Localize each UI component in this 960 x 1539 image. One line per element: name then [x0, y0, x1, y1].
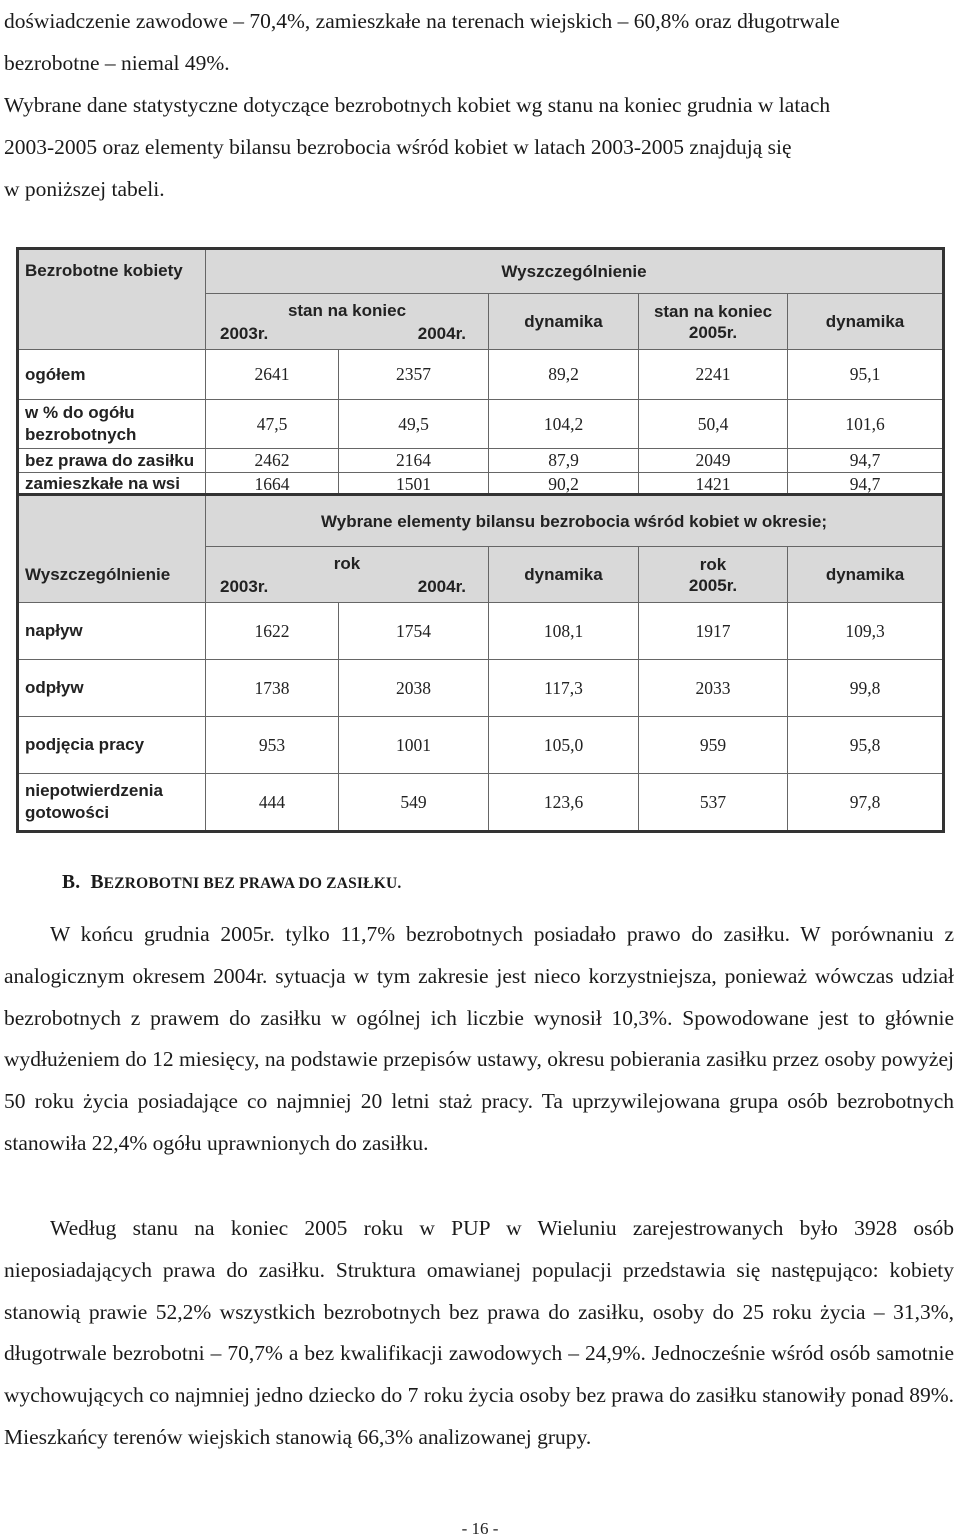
table-row [18, 603, 944, 660]
cell-2004: 2357 [339, 350, 489, 400]
header-rok-2005-line2: 2005r. [688, 575, 738, 595]
cell-2003: 953 [206, 717, 339, 774]
body-paragraph: Według stanu na koniec 2005 roku w PUP w Wieluniu zarejestrowanych było 3928 osób nieposiadających prawa do zasiłku. Struktura omawianej populacji przedstawia się następująco: kobiety stanowią prawie 52,2% wszystkich bezrobotnych bez prawa do zasiłku, osoby do 25 roku życia – 31,3%, długotrwale bezrobotni – 70,7% a bez kwalifikacji zawodowych – 24,9%. Jednocześnie wśród osób samotnie wychowujących co najmniej jedno dziecko do 7 roku życia osoby bez prawa do zasiłku stanowiły ponad 89%. Mieszkańcy terenów wiejskich stanowią 66,3% analizowanej grupy. [4, 1216, 954, 1449]
header-title: Wybrane elementy bilansu bezrobocia wśród kobiet w okresie; [206, 495, 944, 547]
cell-2003: 1664 [206, 473, 339, 497]
intro-line: bezrobotne – niemal 49%. [4, 51, 230, 75]
cell-dynamika: 105,0 [489, 717, 639, 774]
cell-2004: 1001 [339, 717, 489, 774]
header-stan-2005 [639, 294, 788, 350]
cell-dynamika: 94,7 [788, 473, 944, 497]
header-rok [206, 547, 489, 603]
unemployment-balance-table [16, 493, 945, 833]
header-year-2003: 2003r. [220, 323, 269, 343]
cell-2005: 2241 [639, 350, 788, 400]
cell-2003: 1738 [206, 660, 339, 717]
cell-dynamika: 101,6 [788, 400, 944, 449]
header-rok-label: rok [333, 553, 361, 573]
header-stan-na-koniec [206, 294, 489, 350]
header-year-2004: 2004r. [417, 576, 466, 596]
row-label: zamieszkałe na wsi [18, 473, 206, 497]
cell-2003: 1622 [206, 603, 339, 660]
cell-2005: 959 [639, 717, 788, 774]
cell-2005: 1421 [639, 473, 788, 497]
header-dynamika: dynamika [489, 547, 639, 603]
section-number: B. [62, 872, 81, 893]
table-row [18, 717, 944, 774]
table-row [18, 350, 944, 400]
row-label: odpływ [18, 660, 206, 717]
row-label: bez prawa do zasiłku [18, 449, 206, 473]
cell-2003: 444 [206, 774, 339, 832]
cell-dynamika: 95,8 [788, 717, 944, 774]
section-title-rest: EZROBOTNI BEZ PRAWA DO ZASIŁKU. [103, 875, 402, 892]
row-label: napływ [18, 603, 206, 660]
table-row [18, 449, 944, 473]
row-label: podjęcia pracy [18, 717, 206, 774]
unemployed-women-table [16, 247, 945, 498]
section-title-initial: B [90, 872, 104, 893]
header-group: Wyszczególnienie [206, 249, 944, 294]
intro-line: 2003-2005 oraz elementy bilansu bezrobocia wśród kobiet w latach 2003-2005 znajdują się [4, 135, 792, 159]
intro-line: doświadczenie zawodowe – 70,4%, zamieszkałe na terenach wiejskich – 60,8% oraz długotrwale [4, 9, 840, 33]
header-dynamika: dynamika [788, 294, 944, 350]
cell-2005: 50,4 [639, 400, 788, 449]
cell-2004: 1501 [339, 473, 489, 497]
cell-dynamika: 90,2 [489, 473, 639, 497]
intro-line: w poniższej tabeli. [4, 177, 165, 201]
intro-line: Wybrane dane statystyczne dotyczące bezrobotnych kobiet wg stanu na koniec grudnia w latach [4, 93, 831, 117]
table-row [18, 400, 944, 449]
table-row [18, 774, 944, 832]
cell-2004: 549 [339, 774, 489, 832]
header-row-label: Bezrobotne kobiety [18, 249, 206, 350]
cell-dynamika: 109,3 [788, 603, 944, 660]
body-paragraph: W końcu grudnia 2005r. tylko 11,7% bezrobotnych posiadało prawo do zasiłku. W porównaniu z analogicznym okresem 2004r. sytuacja w tym zakresie jest nieco korzystniejsza, ponieważ wówczas udział bezrobotnych z prawem do zasiłku w ogólnej ich liczbie wynosił 10,3%. Spowodowane jest to głównie wydłużeniem do 12 miesięcy, na podstawie przepisów ustawy, okresu pobierania zasiłku przez osoby powyżej 50 roku życia posiadające co najmniej 20 letni staż pracy. Ta uprzywilejowana grupa osób bezrobotnych stanowiła 22,4% ogółu uprawnionych do zasiłku. [4, 922, 954, 1155]
page-number: - 16 - [461, 1519, 499, 1538]
cell-2005: 2033 [639, 660, 788, 717]
cell-2005: 537 [639, 774, 788, 832]
cell-2005: 2049 [639, 449, 788, 473]
row-label: niepotwierdzenia gotowości [18, 774, 206, 832]
header-dynamika: dynamika [489, 294, 639, 350]
cell-dynamika: 117,3 [489, 660, 639, 717]
header-dynamika: dynamika [788, 547, 944, 603]
header-blank [18, 495, 206, 547]
cell-dynamika: 99,8 [788, 660, 944, 717]
cell-2004: 2164 [339, 449, 489, 473]
cell-2003: 2641 [206, 350, 339, 400]
header-rok-2005-line1: rok [699, 554, 727, 574]
cell-2005: 1917 [639, 603, 788, 660]
cell-2003: 2462 [206, 449, 339, 473]
cell-2004: 1754 [339, 603, 489, 660]
table-row [18, 660, 944, 717]
header-stan-2005-line2: 2005r. [688, 322, 738, 342]
cell-2003: 47,5 [206, 400, 339, 449]
cell-dynamika: 104,2 [489, 400, 639, 449]
cell-2004: 2038 [339, 660, 489, 717]
cell-dynamika: 87,9 [489, 449, 639, 473]
header-year-2004: 2004r. [417, 323, 466, 343]
cell-dynamika: 89,2 [489, 350, 639, 400]
cell-dynamika: 108,1 [489, 603, 639, 660]
header-stan-2005-line1: stan na koniec [653, 301, 773, 321]
section-heading [62, 872, 401, 894]
cell-dynamika: 94,7 [788, 449, 944, 473]
row-label: ogółem [18, 350, 206, 400]
row-label: w % do ogółu bezrobotnych [18, 400, 206, 449]
intro-paragraph [4, 0, 954, 210]
header-stan-label: stan na koniec [287, 300, 407, 320]
cell-dynamika: 123,6 [489, 774, 639, 832]
cell-dynamika: 97,8 [788, 774, 944, 832]
cell-dynamika: 95,1 [788, 350, 944, 400]
header-rok-2005 [639, 547, 788, 603]
header-row-label: Wyszczególnienie [18, 547, 206, 603]
header-year-2003: 2003r. [220, 576, 269, 596]
cell-2004: 49,5 [339, 400, 489, 449]
